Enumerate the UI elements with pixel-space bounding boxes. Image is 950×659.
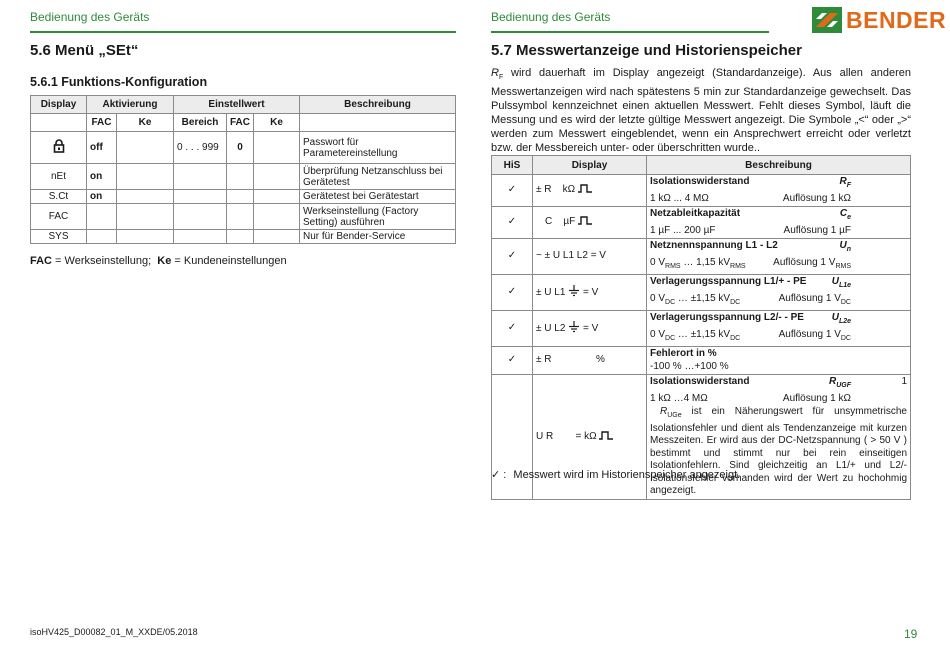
- table-row: [492, 239, 911, 275]
- desc-note: [650, 405, 907, 498]
- ground-icon: [568, 321, 580, 333]
- display-value-b: = V: [582, 323, 599, 335]
- table-row: [31, 190, 456, 204]
- legend-check-mark: ✓ :: [491, 469, 507, 481]
- table-row: [492, 275, 911, 311]
- display-cell: [533, 175, 647, 207]
- lock-icon: [53, 139, 65, 153]
- desc-range: -100 % …+100 %: [650, 360, 729, 372]
- desc-symbol: U: [831, 276, 839, 287]
- bender-logo: [812, 6, 947, 34]
- right-legend: [491, 468, 740, 481]
- resolution-text: Auflösung 1 V: [773, 256, 836, 268]
- desc-symbol: U: [839, 240, 847, 251]
- document-id: isoHV425_D00082_01_M_XXDE/05.2018: [30, 627, 198, 637]
- running-header-right: Bedienung des Geräts: [491, 10, 611, 24]
- page-number: 19: [904, 627, 918, 641]
- range-value: [174, 230, 227, 244]
- note-symbol: R: [659, 406, 668, 417]
- running-header-left: Bedienung des Geräts: [30, 10, 150, 24]
- pulse-icon: [578, 216, 592, 225]
- range-end: … 1,15 kV: [680, 256, 731, 268]
- display-value-a: ± U L1: [536, 287, 566, 299]
- col-header-display: Display: [31, 96, 87, 114]
- table-row: [492, 347, 911, 375]
- subheader-range: Bereich: [174, 114, 227, 132]
- ke-value: [117, 230, 174, 244]
- desc-symbol-sub: UGF: [836, 382, 851, 389]
- range-end: … ±1,15 kV: [675, 292, 731, 304]
- range-value: 0 . . . 999: [174, 132, 227, 164]
- fac2-value: [227, 204, 254, 230]
- history-check: ✓: [492, 175, 533, 207]
- range-value: [174, 204, 227, 230]
- intro-symbol-sub: F: [498, 74, 504, 82]
- display-value: S.Ct: [31, 190, 87, 204]
- desc-resolution: Auflösung 1 µF: [783, 224, 851, 236]
- intro-paragraph: [491, 66, 911, 155]
- range-start-sub: DC: [665, 334, 676, 342]
- display-value: ~ ± U L1 L2 = V: [533, 239, 647, 275]
- table-row: [31, 230, 456, 244]
- bender-logo-icon: [812, 7, 842, 33]
- fac2-value: [227, 190, 254, 204]
- range-value: [174, 164, 227, 190]
- range-start-sub: RMS: [665, 262, 681, 270]
- desc-resolution: Auflösung 1 kΩ: [782, 392, 851, 404]
- ke2-value: [254, 204, 300, 230]
- display-value: ± R kΩ: [536, 184, 576, 196]
- subheader-desc-empty: [300, 114, 456, 132]
- ke-value: [117, 132, 174, 164]
- desc-symbol-sub: F: [846, 182, 851, 189]
- legend-fac-key: FAC: [30, 255, 52, 267]
- description-value: Werkseinstellung (Factory Setting) ausführen: [300, 204, 456, 230]
- history-check: ✓: [492, 207, 533, 239]
- fac-value: on: [87, 190, 117, 204]
- subheader-fac2: FAC: [227, 114, 254, 132]
- subheader-ke: Ke: [117, 114, 174, 132]
- history-check: ✓: [492, 311, 533, 347]
- range-end-sub: RMS: [730, 262, 746, 270]
- desc-range: [650, 257, 746, 274]
- fac-value: on: [87, 164, 117, 190]
- section-title-5-7: 5.7 Messwertanzeige und Historienspeicher: [491, 42, 802, 59]
- pulse-icon: [599, 431, 613, 440]
- desc-resolution: [773, 257, 851, 274]
- legend-ke-key: Ke: [157, 255, 172, 267]
- pulse-icon: [578, 184, 592, 193]
- left-legend: [30, 255, 287, 267]
- desc-symbol: C: [839, 208, 848, 219]
- display-value: FAC: [31, 204, 87, 230]
- desc-title: Isolationswiderstand: [650, 176, 750, 187]
- ke-value: [117, 204, 174, 230]
- subheader-ke2: Ke: [254, 114, 300, 132]
- range-value: [174, 190, 227, 204]
- display-cell: [31, 132, 87, 164]
- legend-fac-text: = Werkseinstellung;: [52, 255, 158, 267]
- table-row: [492, 175, 911, 207]
- desc-title: Isolationswiderstand: [650, 376, 750, 387]
- ke2-value: [254, 230, 300, 244]
- col-header-display: Display: [533, 156, 647, 175]
- description-cell: [647, 175, 911, 207]
- fac2-value: [227, 230, 254, 244]
- history-check: ✓: [492, 275, 533, 311]
- desc-range: 1 kΩ …4 MΩ: [650, 392, 708, 404]
- desc-title: Verlagerungsspannung L2/- - PE: [650, 312, 804, 323]
- history-check: ✓: [492, 347, 533, 375]
- range-end-sub: DC: [730, 334, 741, 342]
- intro-text: wird dauerhaft im Display angezeigt (Standardanzeige). Aus allen anderen Messwertanzeigen wird nach spätestens 5 min zur Standardanzeige gewechselt. Das Pulssymbol kennzeichnet einen aktuellen Messwert. Fehlt dieses Symbol, läuft die Messung und es wird der letzte gültige Messwert angezeigt. Die Symbole „<“ oder „>“ werden zum Messwert eingeblendet, wenn ein Ansprechwert erreicht oder verletzt bzw. der Messbereich unter- oder überschritten wurde..: [491, 67, 911, 155]
- desc-resolution: Auflösung 1 kΩ: [782, 192, 851, 204]
- col-header-setting: Einstellwert: [174, 96, 300, 114]
- desc-symbol-sub: n: [846, 246, 851, 253]
- resolution-text: Auflösung 1 V: [778, 328, 841, 340]
- resolution-sub: DC: [840, 298, 851, 306]
- subheader-empty: [31, 114, 87, 132]
- fac-value: [87, 204, 117, 230]
- display-value: SYS: [31, 230, 87, 244]
- subheader-fac: FAC: [87, 114, 117, 132]
- description-value: Passwort für Parametereinstellung: [300, 132, 456, 164]
- display-value: C µF: [545, 216, 576, 228]
- display-cell: [533, 275, 647, 311]
- section-title-5-6: 5.6 Menü „SEt“: [30, 42, 139, 59]
- history-check: ✓: [492, 239, 533, 275]
- fac-value: [87, 230, 117, 244]
- table-row: [492, 311, 911, 347]
- footnote-marker: 1: [901, 376, 907, 387]
- range-start: 0 V: [650, 292, 666, 304]
- display-value-a: ± U L2: [536, 323, 566, 335]
- description-cell: [647, 207, 911, 239]
- range-start: 0 V: [650, 328, 666, 340]
- description-cell: [647, 311, 911, 347]
- fac-value: off: [87, 132, 117, 164]
- range-end-sub: DC: [730, 298, 741, 306]
- note-symbol-sub: UGe: [667, 412, 682, 419]
- legend-text: Messwert wird im Historienspeicher angezeigt.: [513, 469, 741, 481]
- ke-value: [117, 190, 174, 204]
- display-value-b: = V: [582, 287, 599, 299]
- fac2-value: [227, 164, 254, 190]
- desc-symbol: R: [839, 176, 847, 187]
- measurement-table: [491, 155, 911, 500]
- desc-range: [650, 329, 740, 346]
- subsection-title-5-6-1: 5.6.1 Funktions-Konfiguration: [30, 75, 208, 89]
- desc-resolution: [779, 293, 851, 310]
- desc-range: [650, 293, 740, 310]
- desc-title: Verlagerungsspannung L1/+ - PE: [650, 276, 807, 287]
- description-value: Gerätetest bei Gerätestart: [300, 190, 456, 204]
- col-header-his: HiS: [492, 156, 533, 175]
- legend-ke-text: = Kundeneinstellungen: [171, 255, 287, 267]
- range-start: 0 V: [650, 256, 666, 268]
- ground-icon: [568, 285, 580, 297]
- table-row: [31, 204, 456, 230]
- resolution-text: Auflösung 1 V: [778, 292, 841, 304]
- resolution-sub: DC: [840, 334, 851, 342]
- desc-symbol-sub: e: [847, 214, 851, 221]
- desc-symbol-sub: L2e: [838, 318, 851, 325]
- ke2-value: [254, 164, 300, 190]
- desc-title: Fehlerort in %: [650, 348, 717, 359]
- table-row: [31, 164, 456, 190]
- desc-symbol: U: [831, 312, 839, 323]
- display-value: nEt: [31, 164, 87, 190]
- desc-resolution: [779, 329, 851, 346]
- header-rule-right: [491, 31, 769, 33]
- col-header-description: Beschreibung: [647, 156, 911, 175]
- col-header-description: Beschreibung: [300, 96, 456, 114]
- col-header-activation: Aktivierung: [87, 96, 174, 114]
- intro-symbol: R: [491, 67, 499, 79]
- bender-logo-text: BENDER: [846, 7, 947, 33]
- description-cell: [647, 347, 911, 375]
- desc-symbol-sub: L1e: [838, 282, 851, 289]
- description-cell: [647, 275, 911, 311]
- display-cell: [533, 207, 647, 239]
- table-row: [31, 132, 456, 164]
- ke2-value: [254, 132, 300, 164]
- desc-title: Netznennspannung L1 - L2: [650, 240, 778, 251]
- function-config-table: [30, 95, 456, 244]
- display-value: U R = kΩ: [536, 430, 597, 442]
- description-value: Überprüfung Netzanschluss bei Gerätetest: [300, 164, 456, 190]
- ke-value: [117, 164, 174, 190]
- description-cell: [647, 239, 911, 275]
- display-value: ± R %: [533, 347, 647, 375]
- header-rule-left: [30, 31, 456, 33]
- display-cell: [533, 311, 647, 347]
- range-end: … ±1,15 kV: [675, 328, 731, 340]
- note-text: ist ein Näherungswert für unsymmetrische Isolationsfehler und dient als Tendenzanzeige mit kurzen Messzeiten. Er wird aus der DC-Netzspannung ( > 50 V ) bestimmt und stimmt nur bei rein einseitigen Isolationfehlern. Sind gleichzeitig an L1/+ und L2/- Isolationsfehler vorhanden wird der Wert zu hochohmig angezeigt.: [650, 406, 907, 496]
- resolution-sub: RMS: [835, 262, 851, 270]
- desc-symbol: R: [828, 376, 837, 387]
- ke2-value: [254, 190, 300, 204]
- desc-range: 1 kΩ ... 4 MΩ: [650, 192, 709, 204]
- table-row: [492, 207, 911, 239]
- fac2-value: 0: [227, 132, 254, 164]
- desc-range: 1 µF ... 200 µF: [650, 224, 716, 236]
- description-value: Nur für Bender-Service: [300, 230, 456, 244]
- range-start-sub: DC: [665, 298, 676, 306]
- desc-title: Netzableitkapazität: [650, 208, 741, 219]
